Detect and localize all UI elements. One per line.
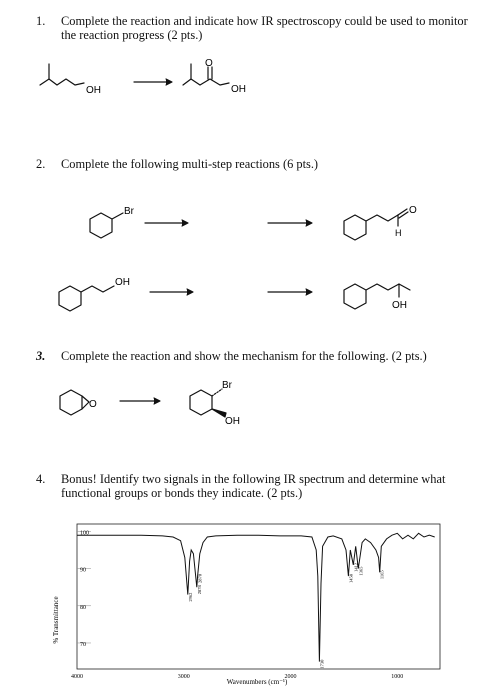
- atom-label: O: [409, 205, 417, 216]
- plot-frame: [77, 524, 440, 669]
- peak-label: 1412: [353, 562, 359, 572]
- reaction-arrow: [268, 220, 312, 226]
- question-number: 1.: [36, 14, 46, 28]
- atom-label: OH: [392, 300, 407, 311]
- peak-label: 2962: [187, 592, 193, 602]
- x-tick-label: 3000: [177, 674, 190, 680]
- peak-label: 2878: [196, 585, 202, 595]
- y-tick-label: 70: [80, 641, 86, 648]
- y-tick-label: 80: [80, 604, 86, 611]
- q2-cyclohexylethanol: [59, 286, 114, 311]
- atom-label: Br: [124, 206, 134, 217]
- x-tick-label: 1000: [391, 674, 404, 680]
- question-text: Bonus! Identify two signals in the following IR spectrum and determine what functional groups or bonds they indicate. (2 pts.): [61, 472, 446, 500]
- reaction-arrow: [150, 289, 193, 295]
- atom-label: OH: [86, 85, 101, 96]
- atom-label: Br: [222, 380, 232, 391]
- atom-label: O: [205, 58, 213, 69]
- q3-epoxide: [60, 390, 89, 415]
- atom-label: OH: [231, 84, 246, 95]
- atom-label: H: [395, 228, 402, 238]
- atom-label: OH: [115, 277, 130, 288]
- peak-label: 2870: [197, 574, 203, 584]
- q3-bromohydrin-product: [190, 389, 226, 417]
- peak-label: 1365: [358, 566, 364, 576]
- question-text: Complete the following multi-step reactions (6 pts.): [61, 157, 319, 171]
- reaction-arrow: [134, 79, 172, 85]
- question-number: 4.: [36, 472, 46, 486]
- x-axis-label: Wavenumbers (cm⁻¹): [226, 678, 288, 686]
- y-axis-label: % Transmittance: [52, 596, 60, 644]
- atom-label: OH: [225, 416, 240, 427]
- peak-label: 1458: [348, 574, 354, 584]
- q2-cyclohexylmethyl-bromide: [90, 213, 123, 238]
- reaction-arrow: [145, 220, 188, 226]
- question-text: Complete the reaction and indicate how IR spectroscopy could be used to monitor the reaction progress (2 pts.): [61, 14, 468, 42]
- peak-label: 1730: [319, 659, 325, 669]
- question-text: Complete the reaction and show the mechanism for the following. (2 pts.): [61, 349, 427, 363]
- ir-spectrum-chart: [0, 510, 498, 700]
- reaction-arrow: [120, 398, 160, 404]
- reaction-arrow: [268, 289, 312, 295]
- y-tick-label: 90: [80, 567, 86, 574]
- y-tick-label: 100: [80, 530, 89, 537]
- question-number: 2.: [36, 157, 46, 171]
- spectrum-line: [77, 533, 435, 661]
- x-tick-label: 4000: [71, 674, 83, 680]
- x-tick-label: 2000: [284, 674, 297, 680]
- q1-reactant-alcohol: [40, 64, 84, 85]
- atom-label: O: [89, 399, 97, 410]
- peak-label: 1165: [379, 570, 385, 580]
- question-number: 3.: [36, 349, 46, 363]
